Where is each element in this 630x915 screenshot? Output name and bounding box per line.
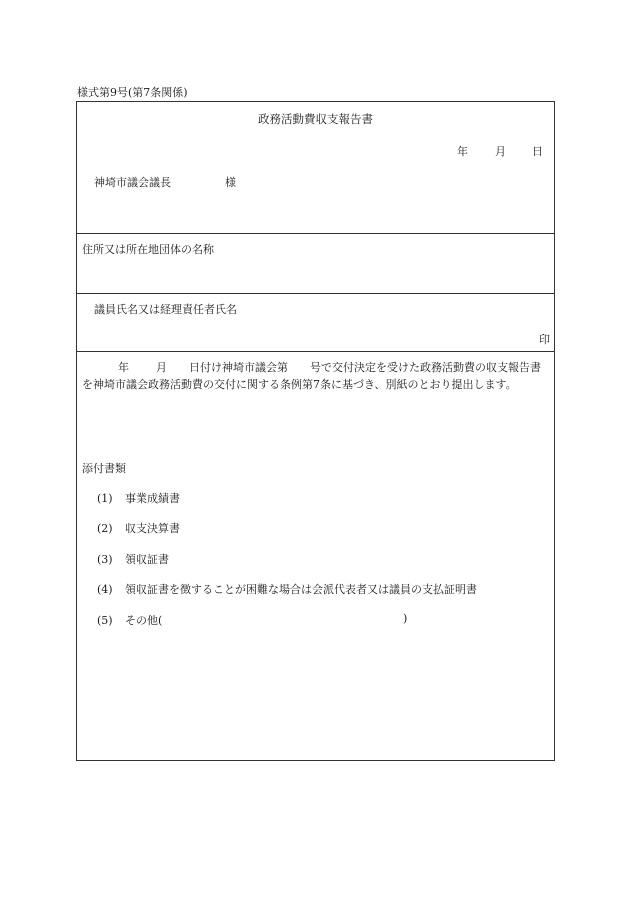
header-section (77, 102, 554, 234)
attachment-item (97, 581, 477, 597)
attachment-item-number: (1) (97, 492, 113, 505)
attachment-item (97, 551, 169, 567)
other-close-paren: ) (403, 612, 408, 625)
attachment-item-number: (5) (97, 614, 113, 627)
attachment-item-text: 領収証書 (125, 553, 169, 566)
seal-mark: 印 (539, 333, 550, 346)
attachment-item (97, 520, 180, 536)
statement-section (77, 352, 554, 762)
attachment-item (97, 612, 408, 628)
statement-text (82, 359, 550, 393)
date-year-label: 年 (457, 145, 468, 158)
representative-name-label: 議員氏名又は経理責任者氏名 (94, 303, 237, 316)
form-number: 様式第9号(第7条関係) (77, 86, 188, 99)
attachment-item (97, 490, 180, 506)
statement-part1: 日付け神埼市議会第 (189, 361, 288, 374)
representative-section (77, 294, 554, 352)
honorific: 様 (225, 176, 236, 189)
attachment-item-number: (4) (97, 583, 113, 596)
date-day-label: 日 (532, 145, 543, 158)
attachment-item-number: (2) (97, 522, 113, 535)
statement-part2: 号で交付決定を受けた政務活動費の収支報告書を神埼市議会政務活動費の交付に関する条例第7条に基づき、別紙のとおり提出します。 (82, 361, 541, 391)
attachment-item-text: 収支決算書 (125, 522, 180, 535)
attachment-item-number: (3) (97, 553, 113, 566)
attachments-heading: 添付書類 (82, 462, 126, 475)
statement-year: 年 (118, 361, 129, 374)
date-month-label: 月 (495, 145, 506, 158)
attachment-item-text: 事業成績書 (125, 492, 180, 505)
attachment-item-text: その他( (125, 614, 163, 627)
report-form (76, 101, 555, 761)
attachment-item-text: 領収証書を徴することが困難な場合は会派代表者又は議員の支払証明書 (125, 583, 477, 596)
statement-month: 月 (156, 361, 167, 374)
address-section (77, 234, 554, 294)
address-label: 住所又は所在地団体の名称 (82, 243, 214, 256)
document-title: 政務活動費収支報告書 (258, 112, 373, 126)
addressee: 神埼市議会議長 (94, 176, 171, 189)
